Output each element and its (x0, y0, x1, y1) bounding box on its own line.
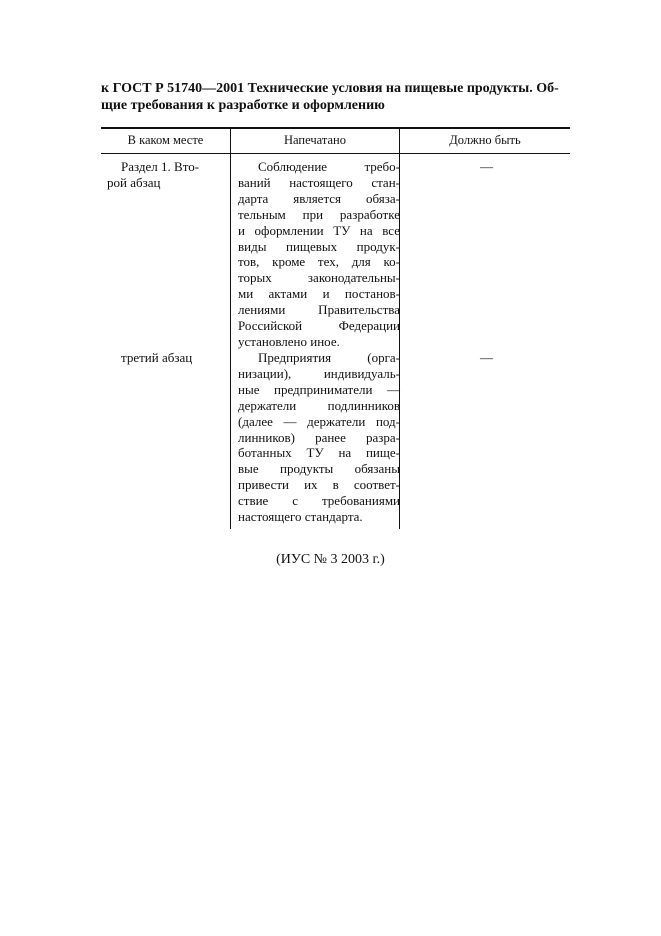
column-divider (230, 127, 231, 529)
printed-line: линников) ранее разра- (238, 429, 400, 445)
printed-line: дарта является обяза- (238, 190, 400, 206)
heading-line: к ГОСТ Р 51740—2001 Технические условия на пищевые продукты. Об- (101, 81, 559, 96)
printed-line: вые продукты обязаны (238, 461, 400, 477)
header-printed: Напечатано (284, 133, 346, 147)
heading-line: щие требования к разработке и оформлению (101, 98, 385, 113)
row1-place (107, 159, 219, 191)
printed-line: ствие с требованиями (238, 493, 400, 509)
printed-line: торых законодательны- (238, 270, 400, 286)
table-top-rule (101, 127, 570, 129)
printed-line: (далее — держатели под- (238, 413, 400, 429)
footer-reference: (ИУС № 3 2003 г.) (276, 552, 385, 567)
row2-place (107, 350, 219, 366)
amendment-table (101, 127, 570, 529)
printed-line: привести их в соответ- (238, 477, 400, 493)
printed-line: низации), индивидуаль- (238, 365, 400, 381)
printed-line: лениями Правительства (238, 302, 400, 318)
printed-line: виды пищевых продук- (238, 238, 400, 254)
printed-line: ные предприниматели — (238, 381, 400, 397)
printed-line: держатели подлинников (238, 397, 400, 413)
row1-should-be: — (480, 159, 493, 174)
printed-line: Российской Федерации (238, 318, 400, 334)
printed-line: настоящего стандарта. (238, 509, 363, 525)
printed-line: ми актами и постанов- (238, 286, 400, 302)
printed-line: Предприятия (орга- (258, 350, 400, 365)
printed-line: ваний настоящего стан- (238, 174, 400, 190)
printed-line: установлено иное. (238, 333, 340, 349)
printed-line: тов, кроме тех, для ко- (238, 254, 400, 270)
printed-line: тельным при разработке (238, 206, 400, 222)
printed-line: ботанных ТУ на пище- (238, 445, 400, 461)
place-line: рой абзац (107, 174, 161, 190)
table-header-rule (101, 153, 570, 154)
place-line: третий абзац (121, 350, 193, 365)
header-place: В каком месте (127, 133, 204, 147)
row1-printed (238, 159, 400, 350)
amendment-heading (101, 80, 571, 114)
printed-line: Соблюдение требо- (258, 159, 400, 174)
place-line: Раздел 1. Вто- (121, 159, 200, 174)
header-should-be: Должно быть (449, 133, 521, 147)
row2-printed (238, 350, 400, 525)
row2-should-be: — (480, 350, 493, 365)
printed-line: и оформлении ТУ на все (238, 222, 400, 238)
